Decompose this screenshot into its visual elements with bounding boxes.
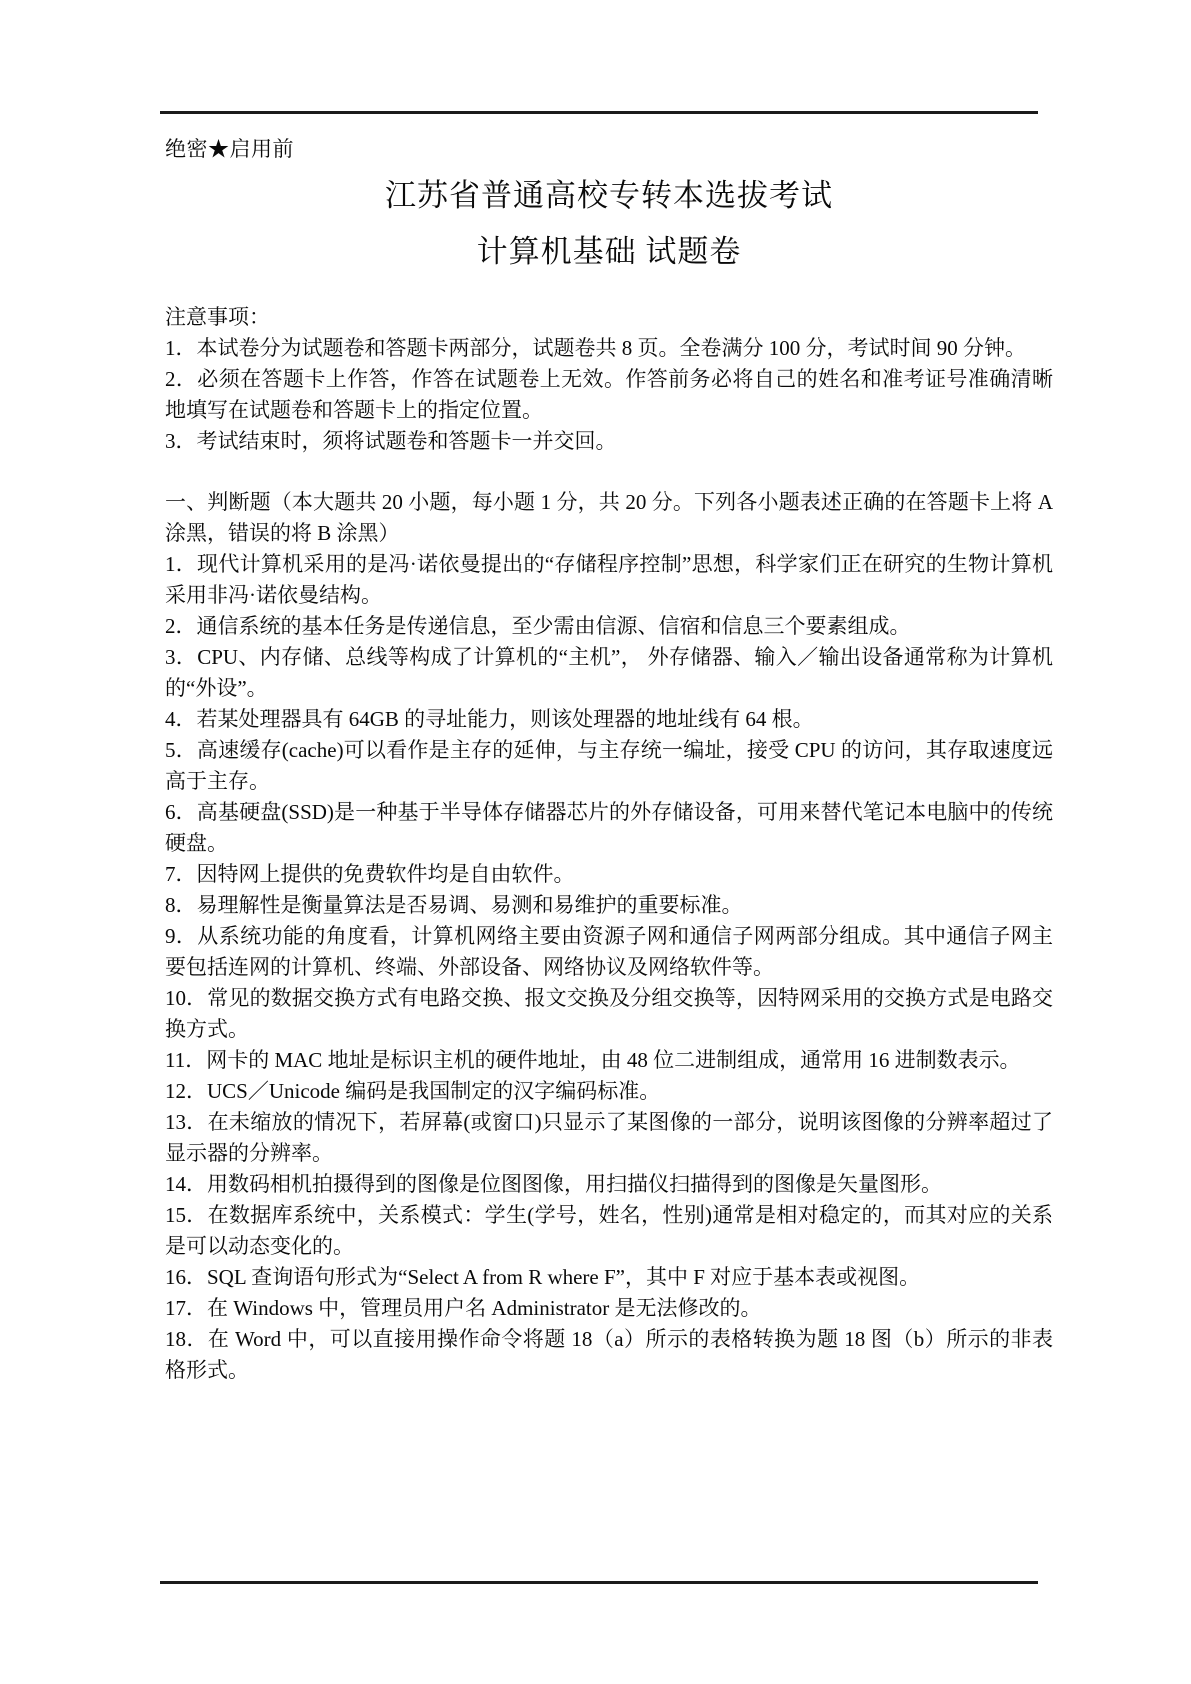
question-1: 1．现代计算机采用的是冯·诺依曼提出的“存储程序控制”思想，科学家们正在研究的生物计算机采用非冯·诺依曼结构。 [165,552,1053,607]
question-12: 12．UCS／Unicode 编码是我国制定的汉字编码标准。 [165,1079,661,1103]
notice-item-3: 3．考试结束时，须将试题卷和答题卡一并交回。 [165,429,617,453]
question-9: 9．从系统功能的角度看，计算机网络主要由资源子网和通信子网两部分组成。其中通信子网主要包括连网的计算机、终端、外部设备、网络协议及网络软件等。 [165,924,1053,979]
question-13: 13．在未缩放的情况下，若屏幕(或窗口)只显示了某图像的一部分，说明该图像的分辨率超过了显示器的分辨率。 [165,1110,1053,1165]
section1-heading: 一、判断题（本大题共 20 小题，每小题 1 分，共 20 分。下列各小题表述正确的在答题卡上将 A 涂黑，错误的将 B 涂黑） [165,490,1053,545]
exam-title: 江苏省普通高校专转本选拔考试 [385,178,833,213]
question-11: 11．网卡的 MAC 地址是标识主机的硬件地址，由 48 位二进制组成，通常用 16 进制数表示。 [165,1048,1021,1072]
question-17: 17．在 Windows 中，管理员用户名 Administrator 是无法修改的。 [165,1296,762,1320]
question-4: 4．若某处理器具有 64GB 的寻址能力，则该处理器的地址线有 64 根。 [165,707,814,731]
question-14: 14．用数码相机拍摄得到的图像是位图图像，用扫描仪扫描得到的图像是矢量图形。 [165,1172,942,1196]
notice-item-2: 2．必须在答题卡上作答，作答在试题卷上无效。作答前务必将自己的姓名和准考证号准确清晰地填写在试题卷和答题卡上的指定位置。 [165,367,1053,422]
question-7: 7．因特网上提供的免费软件均是自由软件。 [165,862,575,886]
question-16: 16．SQL 查询语句形式为“Select A from R where F”，其中 F 对应于基本表或视图。 [165,1265,921,1289]
classification-label: 绝密★启用前 [165,137,294,161]
question-3: 3．CPU、内存储、总线等构成了计算机的“主机”， 外存储器、输入／输出设备通常称为计算机的“外设”。 [165,645,1053,700]
question-8: 8．易理解性是衡量算法是否易调、易测和易维护的重要标准。 [165,893,743,917]
footer-rule [160,1581,1038,1584]
notice-item-1: 1．本试卷分为试题卷和答题卡两部分，试题卷共 8 页。全卷满分 100 分，考试时间 90 分钟。 [165,336,1026,360]
question-2: 2．通信系统的基本任务是传递信息，至少需由信源、信宿和信息三个要素组成。 [165,614,911,638]
question-6: 6．高基硬盘(SSD)是一种基于半导体存储器芯片的外存储设备，可用来替代笔记本电脑中的传统硬盘。 [165,800,1053,855]
notices-heading: 注意事项： [165,305,270,329]
question-18: 18．在 Word 中，可以直接用操作命令将题 18（a）所示的表格转换为题 18 图（b）所示的非表格形式。 [165,1327,1053,1382]
paper-subtitle: 计算机基础 试题卷 [476,234,742,269]
page-content [165,0,1053,1386]
question-5: 5．高速缓存(cache)可以看作是主存的延伸，与主存统一编址，接受 CPU 的访问，其存取速度远高于主存。 [165,738,1053,793]
question-10: 10．常见的数据交换方式有电路交换、报文交换及分组交换等，因特网采用的交换方式是电路交换方式。 [165,986,1053,1041]
question-15: 15．在数据库系统中，关系模式：学生(学号，姓名，性别)通常是相对稳定的，而其对应的关系是可以动态变化的。 [165,1203,1053,1258]
